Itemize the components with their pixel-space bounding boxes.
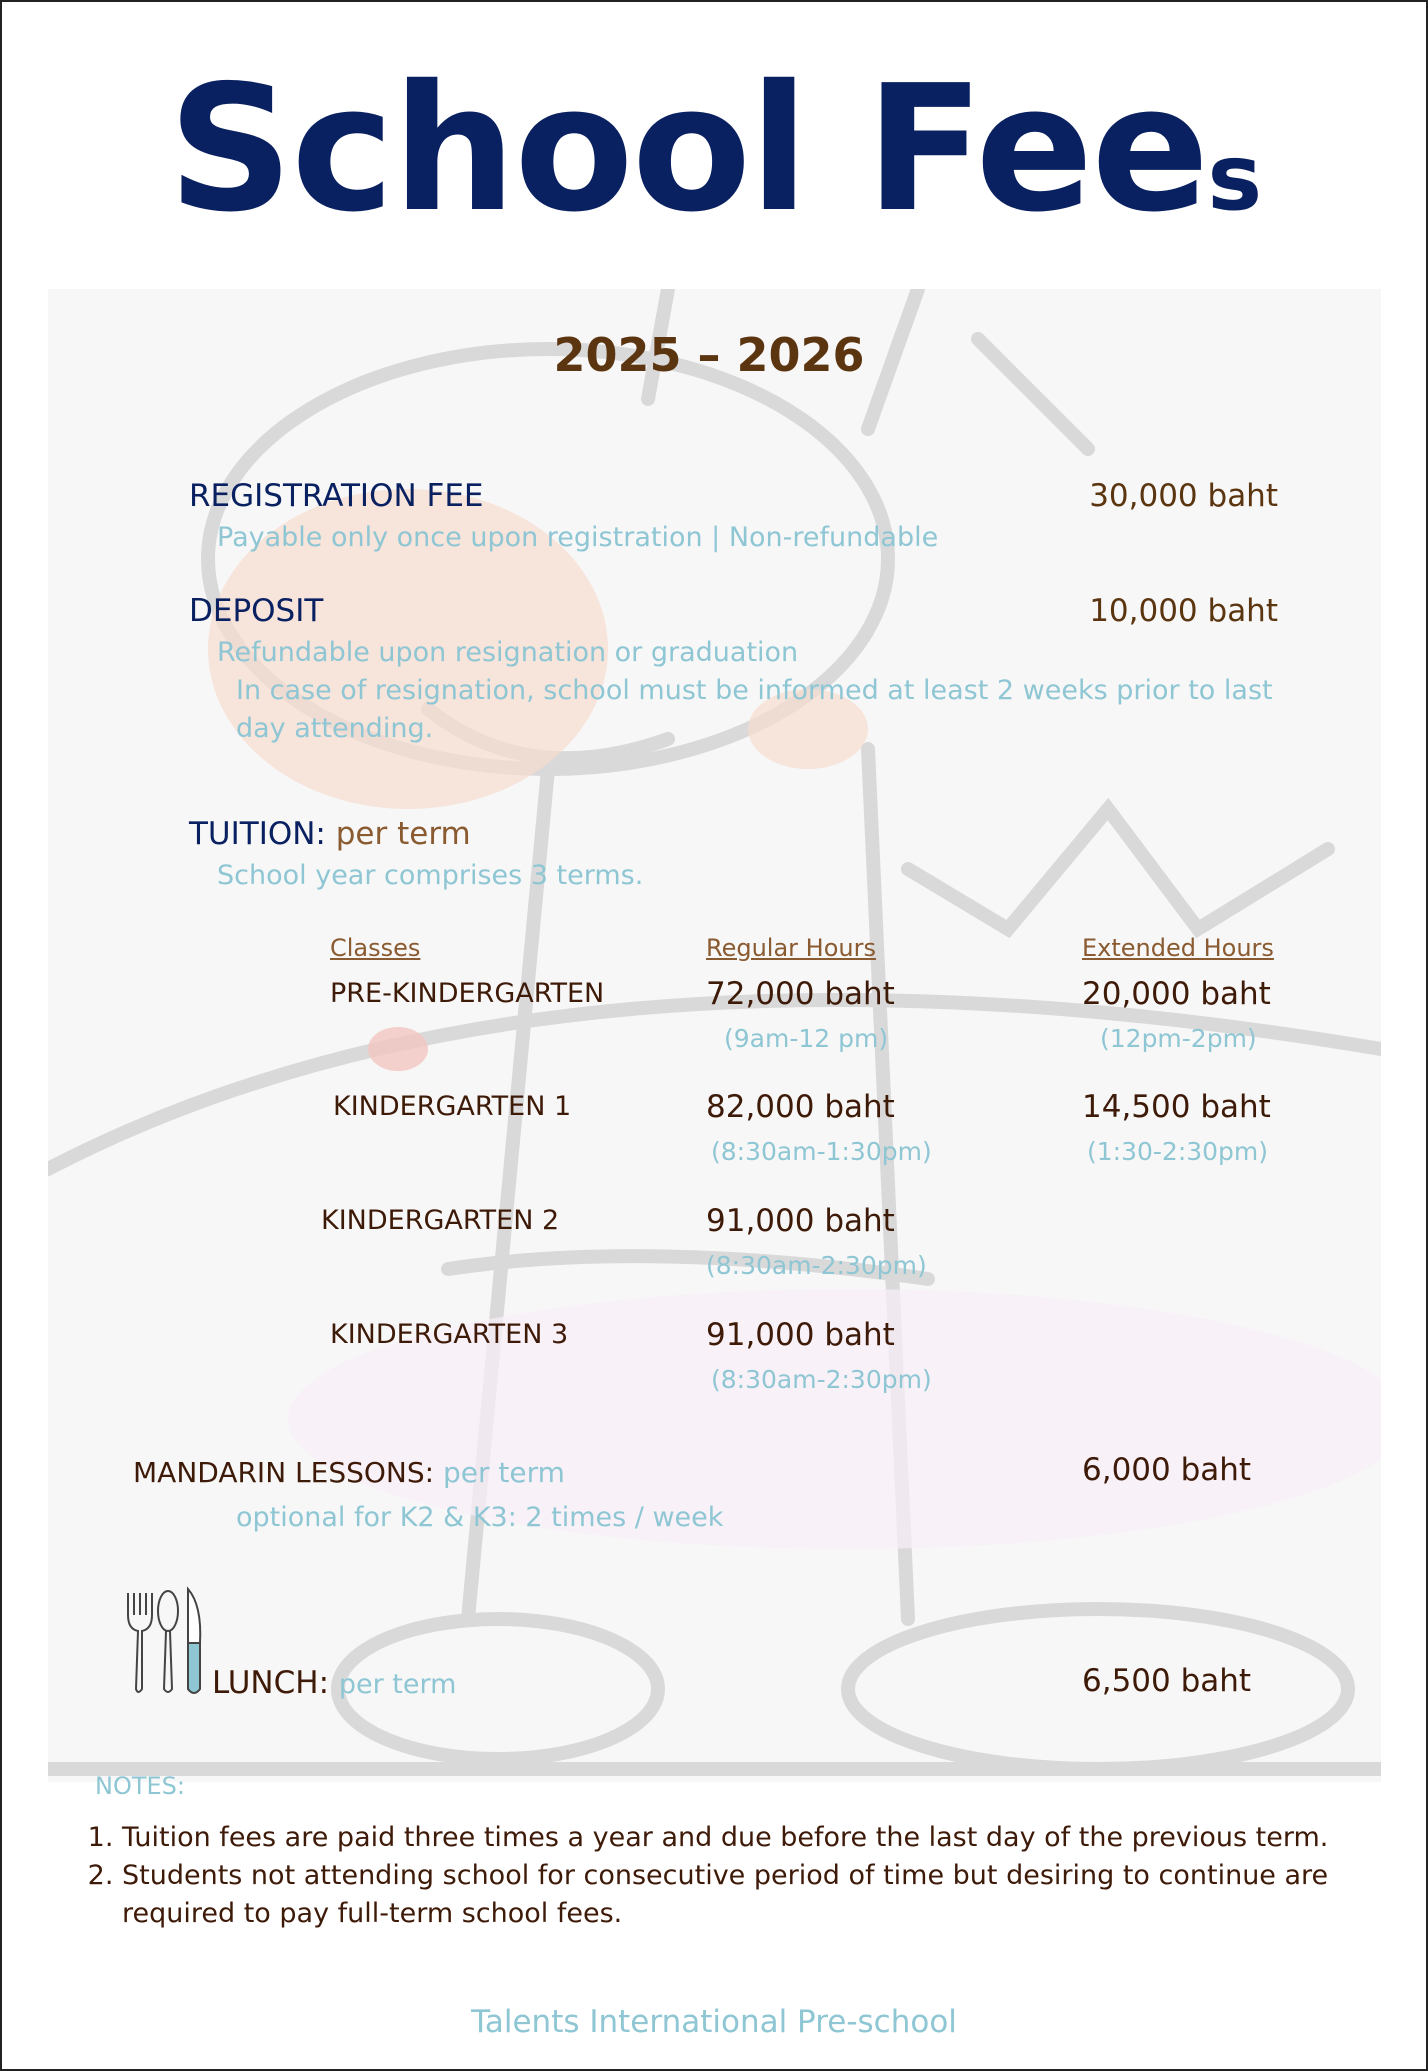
lunch-heading bbox=[212, 1665, 456, 1701]
registration-fee-label: REGISTRATION FEE bbox=[189, 478, 484, 514]
tuition-heading bbox=[189, 816, 471, 852]
class-name: KINDERGARTEN 3 bbox=[330, 1319, 569, 1350]
column-header-classes: Classes bbox=[330, 934, 421, 962]
note-item: 2. Students not attending school for consecutive period of time but desiring to continue are required to pay full-term school fees. bbox=[122, 1857, 1392, 1933]
mandarin-amount: 6,000 baht bbox=[1082, 1452, 1252, 1488]
lunch-amount: 6,500 baht bbox=[1082, 1663, 1252, 1699]
regular-hours: (8:30am-1:30pm) bbox=[711, 1137, 932, 1166]
tuition-suffix: per term bbox=[335, 816, 471, 852]
note-item: 1. Tuition fees are paid three times a year and due before the last day of the previous term. bbox=[122, 1819, 1392, 1857]
regular-fee: 91,000 baht bbox=[706, 1203, 895, 1239]
extended-fee: 14,500 baht bbox=[1082, 1089, 1271, 1125]
mandarin-label: MANDARIN LESSONS: bbox=[133, 1456, 435, 1489]
notes-list bbox=[92, 1819, 1392, 1933]
deposit-note-resignation-line1: In case of resignation, school must be informed at least 2 weeks prior to last bbox=[236, 675, 1273, 706]
deposit-label: DEPOSIT bbox=[189, 593, 324, 629]
deposit-note-resignation-line2: day attending. bbox=[236, 713, 434, 744]
mandarin-heading bbox=[133, 1456, 565, 1489]
regular-fee: 91,000 baht bbox=[706, 1317, 895, 1353]
extended-hours: (1:30-2:30pm) bbox=[1087, 1137, 1269, 1166]
school-year: 2025 – 2026 bbox=[553, 328, 865, 382]
class-name: PRE-KINDERGARTEN bbox=[330, 978, 605, 1009]
extended-hours: (12pm-2pm) bbox=[1100, 1024, 1257, 1053]
regular-hours: (9am-12 pm) bbox=[724, 1024, 889, 1053]
deposit-note-refundable: Refundable upon resignation or graduation bbox=[217, 637, 799, 668]
mandarin-note: optional for K2 & K3: 2 times / week bbox=[236, 1502, 724, 1533]
lunch-label: LUNCH: bbox=[212, 1665, 330, 1701]
registration-fee-note: Payable only once upon registration | Non-refundable bbox=[217, 522, 939, 553]
extended-fee: 20,000 baht bbox=[1082, 976, 1271, 1012]
column-header-regular-hours: Regular Hours bbox=[706, 934, 876, 962]
lunch-suffix: per term bbox=[338, 1669, 457, 1700]
registration-fee-amount: 30,000 baht bbox=[1089, 478, 1278, 514]
page-title: School Fees bbox=[167, 48, 1261, 251]
regular-fee: 82,000 baht bbox=[706, 1089, 895, 1125]
mandarin-suffix: per term bbox=[442, 1456, 565, 1489]
column-header-extended-hours: Extended Hours bbox=[1082, 934, 1274, 962]
class-name: KINDERGARTEN 2 bbox=[321, 1205, 560, 1236]
class-name: KINDERGARTEN 1 bbox=[333, 1091, 572, 1122]
tuition-label: TUITION: bbox=[189, 816, 326, 852]
regular-hours: (8:30am-2:30pm) bbox=[706, 1251, 927, 1280]
regular-fee: 72,000 baht bbox=[706, 976, 895, 1012]
notes-heading: NOTES: bbox=[95, 1772, 185, 1800]
regular-hours: (8:30am-2:30pm) bbox=[711, 1365, 932, 1394]
deposit-amount: 10,000 baht bbox=[1089, 593, 1278, 629]
cutlery-icon bbox=[122, 1585, 210, 1701]
tuition-note: School year comprises 3 terms. bbox=[217, 860, 644, 891]
school-name-footer: Talents International Pre-school bbox=[471, 2004, 957, 2040]
